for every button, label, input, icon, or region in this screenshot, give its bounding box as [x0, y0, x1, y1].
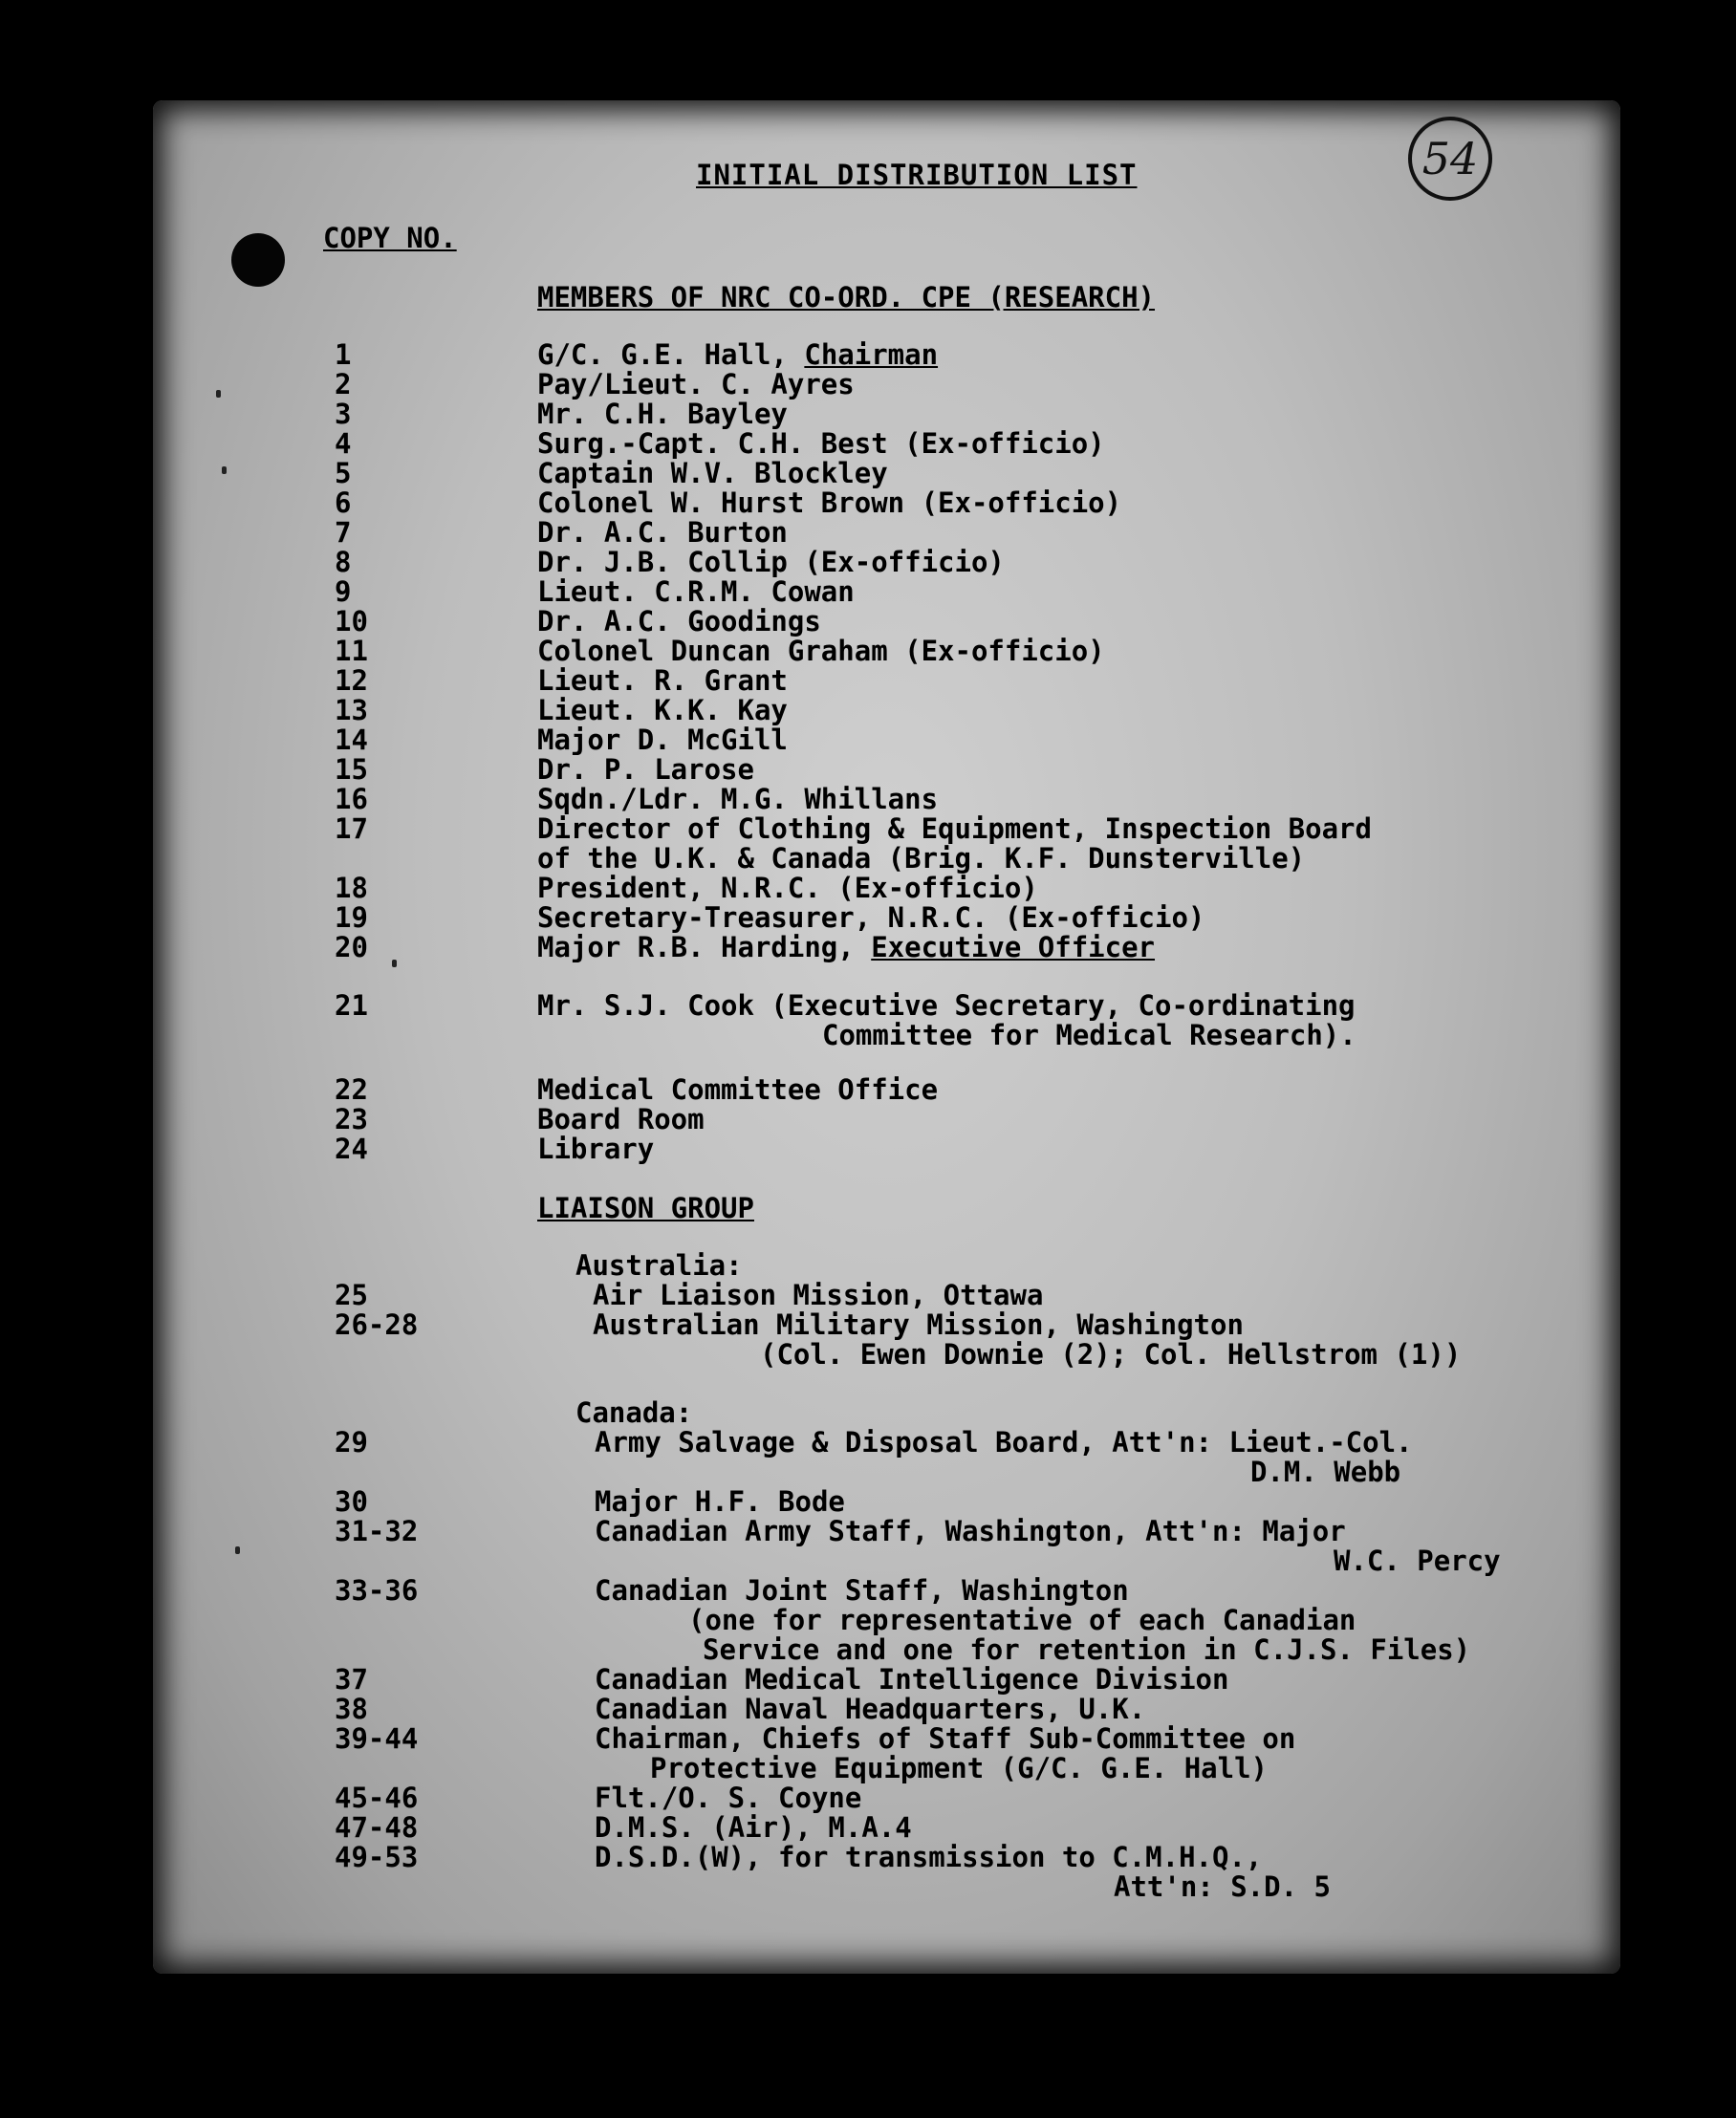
copy-number: 17: [335, 812, 368, 845]
copy-number: 9: [335, 575, 352, 608]
list-item: [0, 400, 1736, 429]
list-item: [0, 814, 1736, 844]
country-label-canada: Canada:: [575, 1396, 693, 1429]
copy-number: 4: [335, 427, 352, 460]
list-item: [0, 1665, 1736, 1695]
members-section-header: MEMBERS OF NRC CO-ORD. CPE (RESEARCH): [537, 281, 1156, 313]
copy-number: 20: [335, 931, 368, 963]
recipient-name: Canadian Army Staff, Washington, Att'n: Major: [595, 1515, 1346, 1547]
list-item: [0, 1843, 1736, 1872]
list-item: [0, 607, 1736, 637]
recipient-name: D.M.S. (Air), M.A.4: [595, 1811, 912, 1844]
list-item: [0, 1517, 1736, 1546]
list-item: [0, 548, 1736, 577]
list-item: [0, 1310, 1736, 1340]
list-item: [0, 370, 1736, 400]
recipient-name: Captain W.V. Blockley: [537, 457, 888, 489]
list-item: [0, 696, 1736, 725]
document-title: INITIAL DISTRIBUTION LIST: [696, 159, 1138, 191]
copy-number: 33-36: [335, 1574, 419, 1607]
list-item: [0, 1724, 1736, 1754]
list-item: [0, 1813, 1736, 1843]
copy-number: 39-44: [335, 1722, 419, 1755]
recipient-name: Director of Clothing & Equipment, Inspection Board: [537, 812, 1372, 845]
recipient-name-continuation: W.C. Percy: [1334, 1545, 1501, 1577]
list-item: [0, 1576, 1736, 1606]
copy-number: 14: [335, 724, 368, 756]
list-item: [0, 518, 1736, 548]
list-item-continuation: [0, 1606, 1736, 1635]
copy-number: 49-53: [335, 1841, 419, 1873]
recipient-name: Mr. C.H. Bayley: [537, 398, 788, 430]
copy-number: 18: [335, 872, 368, 904]
list-item-continuation: [0, 1458, 1736, 1487]
copy-number-header: COPY NO.: [323, 222, 457, 254]
list-item-continuation: [0, 1340, 1736, 1370]
recipient-name: Dr. A.C. Burton: [537, 516, 788, 549]
page-number-stamp: 54: [1408, 117, 1492, 201]
copy-number: 2: [335, 368, 352, 400]
recipient-name: Colonel W. Hurst Brown (Ex-officio): [537, 486, 1122, 519]
recipient-name-continuation: Committee for Medical Research).: [822, 1019, 1356, 1051]
recipient-name: Lieut. K.K. Kay: [537, 694, 788, 726]
copy-number: 25: [335, 1279, 368, 1311]
recipient-name: D.S.D.(W), for transmission to C.M.H.Q.,: [595, 1841, 1263, 1873]
recipient-name: Board Room: [537, 1103, 705, 1135]
copy-number: 37: [335, 1663, 368, 1696]
copy-number: 45-46: [335, 1782, 419, 1814]
list-item: [0, 991, 1736, 1021]
recipient-name: Colonel Duncan Graham (Ex-officio): [537, 635, 1105, 667]
underlined-role: Executive Officer: [871, 931, 1156, 963]
list-item: [0, 1695, 1736, 1724]
recipient-name-continuation: (one for representative of each Canadian: [688, 1604, 1356, 1636]
list-item: [0, 785, 1736, 814]
list-item: [0, 1075, 1736, 1105]
recipient-name: Canadian Medical Intelligence Division: [595, 1663, 1229, 1696]
recipient-name: G/C. G.E. Hall, Chairman: [537, 338, 939, 371]
recipient-name: Major H.F. Bode: [595, 1485, 845, 1518]
list-item: [0, 1135, 1736, 1164]
recipient-name: Lieut. C.R.M. Cowan: [537, 575, 855, 608]
list-item-continuation: [0, 844, 1736, 874]
copy-number: 16: [335, 783, 368, 815]
list-item: [0, 1487, 1736, 1517]
recipient-name-continuation: Protective Equipment (G/C. G.E. Hall): [650, 1752, 1269, 1784]
copy-number: 30: [335, 1485, 368, 1518]
list-item-continuation: [0, 1635, 1736, 1665]
copy-number: 12: [335, 664, 368, 697]
recipient-name: Dr. A.C. Goodings: [537, 605, 821, 638]
copy-number: 8: [335, 546, 352, 578]
recipient-name: Dr. J.B. Collip (Ex-officio): [537, 546, 1005, 578]
recipient-name: Army Salvage & Disposal Board, Att'n: Lieut.-Col.: [595, 1426, 1413, 1459]
copy-number: 26-28: [335, 1308, 419, 1341]
copy-number: 29: [335, 1426, 368, 1459]
copy-number: 22: [335, 1073, 368, 1106]
copy-number: 11: [335, 635, 368, 667]
recipient-name: Chairman, Chiefs of Staff Sub-Committee on: [595, 1722, 1296, 1755]
list-item: [0, 755, 1736, 785]
recipient-name: Major D. McGill: [537, 724, 788, 756]
recipient-name: Lieut. R. Grant: [537, 664, 788, 697]
recipient-name: Australian Military Mission, Washington: [593, 1308, 1244, 1341]
copy-number: 10: [335, 605, 368, 638]
recipient-name: Canadian Joint Staff, Washington: [595, 1574, 1129, 1607]
recipient-name-continuation: Service and one for retention in C.J.S. Files): [703, 1633, 1471, 1666]
copy-number: 3: [335, 398, 352, 430]
recipient-name: Major R.B. Harding, Executive Officer: [537, 931, 1156, 963]
list-item-continuation: [0, 1754, 1736, 1783]
copy-number: 1: [335, 338, 352, 371]
list-item: [0, 429, 1736, 459]
underlined-role: Chairman: [804, 338, 939, 371]
copy-number: 7: [335, 516, 352, 549]
list-item: [0, 933, 1736, 962]
list-item: [0, 903, 1736, 933]
recipient-name: Dr. P. Larose: [537, 753, 754, 786]
list-item: [0, 874, 1736, 903]
list-item: [0, 1428, 1736, 1458]
recipient-name: Sqdn./Ldr. M.G. Whillans: [537, 783, 939, 815]
copy-number: 13: [335, 694, 368, 726]
list-item-continuation: [0, 1546, 1736, 1576]
list-item: [0, 577, 1736, 607]
copy-number: 19: [335, 901, 368, 934]
list-item: [0, 1281, 1736, 1310]
recipient-name: Flt./O. S. Coyne: [595, 1782, 862, 1814]
recipient-name: Air Liaison Mission, Ottawa: [593, 1279, 1044, 1311]
recipient-name-continuation: of the U.K. & Canada (Brig. K.F. Dunsterville): [537, 842, 1306, 875]
list-item-continuation: [0, 1872, 1736, 1902]
list-item: [0, 666, 1736, 696]
recipient-name-continuation: D.M. Webb: [1250, 1456, 1401, 1488]
recipient-name: Pay/Lieut. C. Ayres: [537, 368, 855, 400]
list-item: [0, 1783, 1736, 1813]
copy-number: 47-48: [335, 1811, 419, 1844]
copy-number: 5: [335, 457, 352, 489]
recipient-name-continuation: (Col. Ewen Downie (2); Col. Hellstrom (1)): [760, 1338, 1462, 1371]
recipient-name: Mr. S.J. Cook (Executive Secretary, Co-ordinating: [537, 989, 1356, 1022]
recipient-name-continuation: Att'n: S.D. 5: [1114, 1870, 1331, 1903]
copy-number: 15: [335, 753, 368, 786]
recipient-name: President, N.R.C. (Ex-officio): [537, 872, 1038, 904]
list-item: [0, 725, 1736, 755]
recipient-name: Surg.-Capt. C.H. Best (Ex-officio): [537, 427, 1105, 460]
country-label-australia: Australia:: [575, 1249, 743, 1282]
list-item-continuation: [0, 1021, 1736, 1050]
recipient-name: Secretary-Treasurer, N.R.C. (Ex-officio): [537, 901, 1205, 934]
copy-number: 38: [335, 1693, 368, 1725]
copy-number: 24: [335, 1133, 368, 1165]
list-item: [0, 637, 1736, 666]
liaison-section-header: LIAISON GROUP: [537, 1192, 754, 1224]
list-item: [0, 1105, 1736, 1135]
copy-number: 23: [335, 1103, 368, 1135]
copy-number: 6: [335, 486, 352, 519]
recipient-name: Canadian Naval Headquarters, U.K.: [595, 1693, 1146, 1725]
list-item: [0, 459, 1736, 488]
punch-hole: [231, 233, 285, 287]
copy-number: 31-32: [335, 1515, 419, 1547]
recipient-name: Medical Committee Office: [537, 1073, 939, 1106]
recipient-name: Library: [537, 1133, 655, 1165]
list-item: [0, 488, 1736, 518]
list-item: [0, 340, 1736, 370]
copy-number: 21: [335, 989, 368, 1022]
